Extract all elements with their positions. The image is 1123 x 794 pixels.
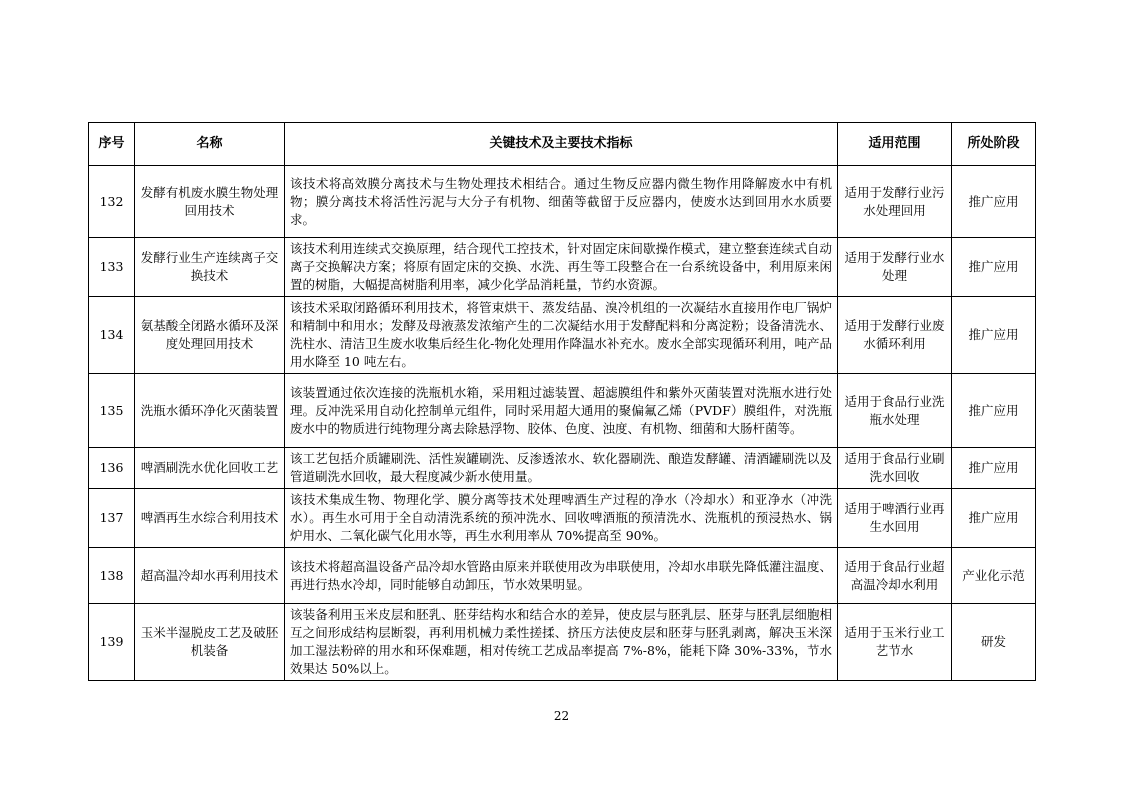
row-stage: 推广应用: [952, 374, 1036, 448]
row-name: 发酵行业生产连续离子交换技术: [135, 238, 285, 297]
row-name: 啤酒再生水综合利用技术: [135, 489, 285, 548]
row-name: 发酵有机废水膜生物处理回用技术: [135, 166, 285, 238]
row-tech: 该技术将超高温设备产品冷却水管路由原来并联使用改为串联使用，冷却水串联先降低灌注温度、再进行热水冷却，同时能够自动卸压，节水效果明显。: [285, 548, 838, 604]
table-row: [89, 548, 1036, 604]
page-number: 22: [553, 709, 570, 723]
row-stage: 推广应用: [952, 238, 1036, 297]
row-tech: 该技术集成生物、物理化学、膜分离等技术处理啤酒生产过程的净水（冷却水）和亚净水（冲洗水）。再生水可用于全自动清洗系统的预冲洗水、回收啤酒瓶的预清洗水、洗瓶机的预浸热水、锅炉用水、二氧化碳气化用水等，再生水利用率从 70%提高至 90%。: [285, 489, 838, 548]
table-row: [89, 374, 1036, 448]
header-stage: 所处阶段: [952, 123, 1036, 166]
table-row: [89, 489, 1036, 548]
row-scope: 适用于发酵行业水处理: [838, 238, 952, 297]
row-name: 超高温冷却水再利用技术: [135, 548, 285, 604]
table-row: [89, 604, 1036, 681]
header-name: 名称: [135, 123, 285, 166]
row-stage: 研发: [952, 604, 1036, 681]
table-row: [89, 297, 1036, 374]
row-scope: 适用于发酵行业污水处理回用: [838, 166, 952, 238]
row-tech: 该工艺包括介质罐刷洗、活性炭罐刷洗、反渗透浓水、软化器刷洗、酿造发酵罐、清酒罐刷洗以及管道刷洗水回收，最大程度减少新水使用量。: [285, 448, 838, 489]
row-stage: 推广应用: [952, 166, 1036, 238]
tech-table: [88, 122, 1036, 681]
row-no: 132: [89, 166, 135, 238]
row-name: 洗瓶水循环净化灭菌装置: [135, 374, 285, 448]
row-tech: 该装置通过依次连接的洗瓶机水箱，采用粗过滤装置、超滤膜组件和紫外灭菌装置对洗瓶水进行处理。反冲洗采用自动化控制单元组件，同时采用超大通用的聚偏氟乙烯（PVDF）膜组件，对洗瓶废水中的物质进行纯物理分离去除悬浮物、胶体、色度、浊度、有机物、细菌和大肠杆菌等。: [285, 374, 838, 448]
row-tech: 该技术采取闭路循环利用技术，将管束烘干、蒸发结晶、溴冷机组的一次凝结水直接用作电厂锅炉和精制中和用水；发酵及母液蒸发浓缩产生的二次凝结水用于发酵配料和分离淀粉；设备清洗水、洗柱水、清洁卫生废水收集后经生化-物化处理用作降温水补充水。废水全部实现循环利用，吨产品用水降至 10 吨左右。: [285, 297, 838, 374]
row-stage: 推广应用: [952, 448, 1036, 489]
header-no: 序号: [89, 123, 135, 166]
row-name: 啤酒刷洗水优化回收工艺: [135, 448, 285, 489]
row-scope: 适用于食品行业刷洗水回收: [838, 448, 952, 489]
row-no: 136: [89, 448, 135, 489]
row-tech: 该技术利用连续式交换原理，结合现代工控技术，针对固定床间歇操作模式，建立整套连续式自动离子交换解决方案；将原有固定床的交换、水洗、再生等工段整合在一台系统设备中，利用原来闲置的树脂，大幅提高树脂利用率，减少化学品消耗量，节约水资源。: [285, 238, 838, 297]
row-no: 133: [89, 238, 135, 297]
row-name: 玉米半湿脱皮工艺及破胚机装备: [135, 604, 285, 681]
row-scope: 适用于啤酒行业再生水回用: [838, 489, 952, 548]
table-row: [89, 448, 1036, 489]
header-scope: 适用范围: [838, 123, 952, 166]
table-row: [89, 238, 1036, 297]
row-tech: 该技术将高效膜分离技术与生物处理技术相结合。通过生物反应器内微生物作用降解废水中有机物；膜分离技术将活性污泥与大分子有机物、细菌等截留于反应器内，使废水达到回用水水质要求。: [285, 166, 838, 238]
row-stage: 产业化示范: [952, 548, 1036, 604]
table-row: [89, 166, 1036, 238]
row-stage: 推广应用: [952, 489, 1036, 548]
row-scope: 适用于食品行业超高温冷却水利用: [838, 548, 952, 604]
row-tech: 该装备利用玉米皮层和胚乳、胚芽结构水和结合水的差异，使皮层与胚乳层、胚芽与胚乳层细胞相互之间形成结构层断裂，再利用机械力柔性搓揉、挤压方法使皮层和胚芽与胚乳剥离，解决玉米深加工湿法粉碎的用水和环保难题，相对传统工艺成品率提高 7%-8%，能耗下降 30%-33%，节水效果达 50%以上。: [285, 604, 838, 681]
row-no: 135: [89, 374, 135, 448]
table-header-row: [89, 123, 1036, 166]
row-scope: 适用于发酵行业废水循环利用: [838, 297, 952, 374]
row-no: 138: [89, 548, 135, 604]
row-no: 134: [89, 297, 135, 374]
row-name: 氨基酸全闭路水循环及深度处理回用技术: [135, 297, 285, 374]
header-tech: 关键技术及主要技术指标: [285, 123, 838, 166]
row-scope: 适用于玉米行业工艺节水: [838, 604, 952, 681]
row-no: 139: [89, 604, 135, 681]
row-no: 137: [89, 489, 135, 548]
row-stage: 推广应用: [952, 297, 1036, 374]
row-scope: 适用于食品行业洗瓶水处理: [838, 374, 952, 448]
